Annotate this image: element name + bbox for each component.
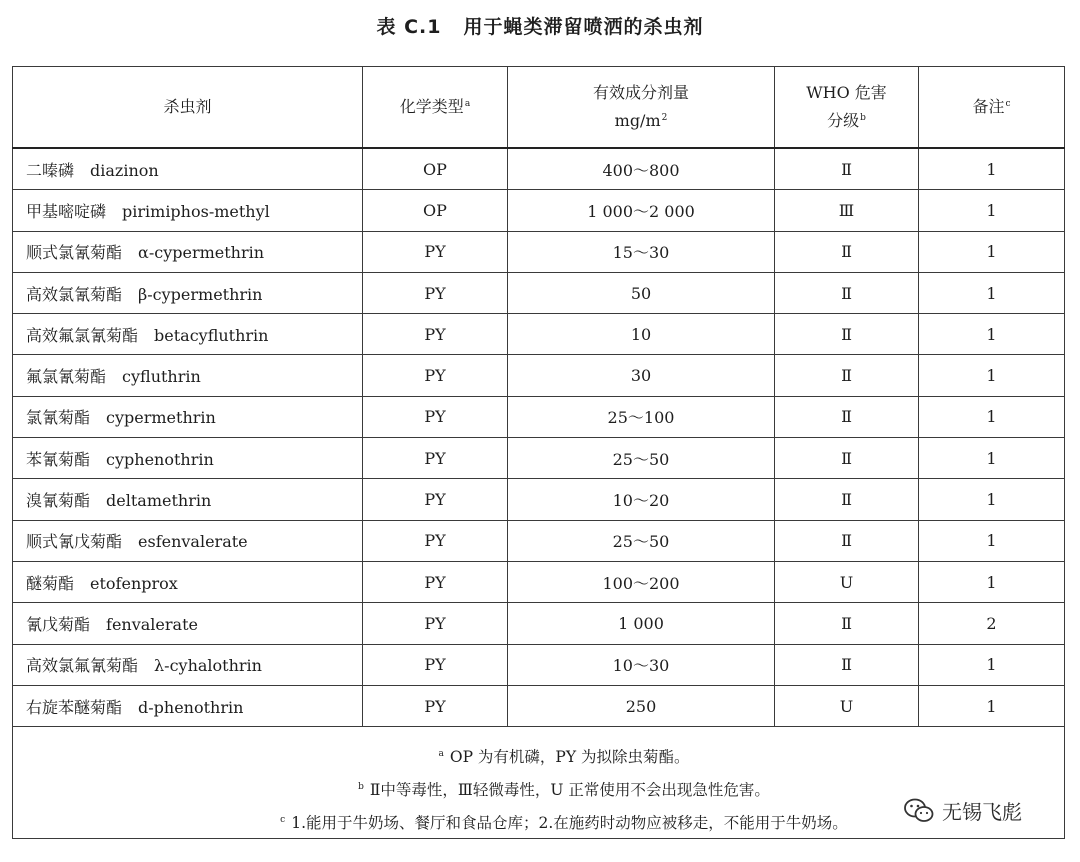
cell-insecticide (13, 190, 363, 231)
header-dose (508, 67, 775, 149)
table-row (13, 396, 1065, 437)
header-row (13, 67, 1065, 149)
insecticide-name-en: esfenvalerate (138, 532, 248, 552)
watermark-text: 无锡飞彪 (942, 800, 1022, 824)
cell-remark: 1 (919, 148, 1065, 190)
cell-chem-type: PY (363, 355, 508, 396)
footnote-mark: a (438, 749, 444, 760)
cell-remark: 1 (919, 561, 1065, 602)
footnote-mark: b (860, 113, 866, 123)
table-row (13, 561, 1065, 602)
cell-chem-type: PY (363, 272, 508, 313)
cell-chem-type: PY (363, 479, 508, 520)
cell-dose: 10 (508, 314, 775, 355)
footnote-text: Ⅱ中等毒性，Ⅲ轻微毒性，U 正常使用不会出现急性危害。 (369, 781, 770, 800)
table-row (13, 272, 1065, 313)
table-title (0, 12, 1080, 39)
table-row (13, 148, 1065, 190)
cell-dose: 1 000 (508, 603, 775, 644)
table-row (13, 314, 1065, 355)
insecticide-name-en: betacyfluthrin (154, 325, 269, 345)
cell-chem-type: PY (363, 603, 508, 644)
insecticide-name-cn: 溴氰菊酯 (26, 491, 91, 511)
cell-remark: 1 (919, 438, 1065, 479)
table-number: 表 C.1 (376, 16, 442, 38)
header-who-label-2: 分级 (827, 111, 860, 130)
cell-remark: 1 (919, 396, 1065, 437)
cell-who-class: Ⅱ (775, 438, 919, 479)
cell-chem-type: PY (363, 314, 508, 355)
footnote-text: OP 为有机磷，PY 为拟除虫菊酯。 (449, 748, 690, 767)
insecticide-name-en: cyphenothrin (106, 449, 214, 469)
header-insecticide (13, 67, 363, 149)
insecticide-name-en: etofenprox (90, 573, 178, 593)
cell-dose: 400～800 (508, 148, 775, 190)
cell-who-class: Ⅱ (775, 520, 919, 561)
insecticide-name-cn: 高效氟氯氰菊酯 (26, 325, 139, 345)
cell-chem-type: PY (363, 561, 508, 602)
cell-remark: 1 (919, 231, 1065, 272)
cell-dose: 100～200 (508, 561, 775, 602)
cell-dose: 30 (508, 355, 775, 396)
insecticide-table (12, 66, 1065, 839)
insecticide-name-en: diazinon (90, 160, 159, 180)
cell-chem-type: PY (363, 685, 508, 726)
cell-chem-type: PY (363, 644, 508, 685)
cell-who-class: Ⅱ (775, 644, 919, 685)
insecticide-name-cn: 顺式氰戊菊酯 (26, 532, 123, 552)
cell-insecticide (13, 479, 363, 520)
cell-insecticide (13, 520, 363, 561)
cell-who-class: U (775, 685, 919, 726)
unit-exponent: 2 (661, 113, 668, 123)
cell-insecticide (13, 561, 363, 602)
insecticide-name-en: fenvalerate (106, 614, 198, 634)
cell-remark: 1 (919, 272, 1065, 313)
table-caption: 用于蝇类滞留喷洒的杀虫剂 (463, 16, 704, 38)
header-chem-type-label: 化学类型 (399, 97, 464, 116)
insecticide-name-cn: 氰戊菊酯 (26, 614, 91, 634)
cell-chem-type: PY (363, 231, 508, 272)
footnote-mark: b (358, 782, 364, 793)
table-row (13, 355, 1065, 396)
cell-chem-type: PY (363, 520, 508, 561)
header-chem-type (363, 67, 508, 149)
cell-chem-type: OP (363, 148, 508, 190)
insecticide-name-cn: 右旋苯醚菊酯 (26, 697, 123, 717)
insecticide-name-cn: 甲基嘧啶磷 (26, 201, 107, 221)
cell-insecticide (13, 438, 363, 479)
insecticide-name-cn: 顺式氯氰菊酯 (26, 243, 123, 263)
cell-insecticide (13, 396, 363, 437)
cell-insecticide (13, 231, 363, 272)
cell-chem-type: PY (363, 396, 508, 437)
cell-remark: 1 (919, 190, 1065, 231)
cell-chem-type: PY (363, 438, 508, 479)
insecticide-name-en: α-cypermethrin (138, 243, 265, 263)
cell-insecticide (13, 644, 363, 685)
insecticide-name-en: d-phenothrin (138, 697, 244, 717)
cell-dose: 50 (508, 272, 775, 313)
cell-remark: 2 (919, 603, 1065, 644)
table-row (13, 231, 1065, 272)
insecticide-name-cn: 醚菊酯 (26, 573, 75, 593)
footnote-text: 1.能用于牛奶场、餐厅和食品仓库；2.在施药时动物应被移走，不能用于牛奶场。 (291, 814, 848, 833)
insecticide-name-cn: 二嗪磷 (26, 160, 75, 180)
header-dose-label: 有效成分剂量 (592, 83, 689, 102)
insecticide-name-en: cyfluthrin (122, 367, 201, 387)
cell-who-class: Ⅲ (775, 190, 919, 231)
insecticide-name-en: pirimiphos-methyl (122, 201, 270, 221)
cell-insecticide (13, 148, 363, 190)
cell-dose: 10～20 (508, 479, 775, 520)
watermark (904, 796, 1022, 825)
cell-who-class: Ⅱ (775, 231, 919, 272)
cell-insecticide (13, 603, 363, 644)
wechat-icon (904, 798, 934, 824)
cell-dose: 25～100 (508, 396, 775, 437)
cell-who-class: Ⅱ (775, 148, 919, 190)
insecticide-name-cn: 高效氯氰菊酯 (26, 284, 123, 304)
cell-dose: 25～50 (508, 520, 775, 561)
cell-who-class: Ⅱ (775, 355, 919, 396)
cell-remark: 1 (919, 520, 1065, 561)
header-who (775, 67, 919, 149)
insecticide-name-cn: 氯氰菊酯 (26, 408, 91, 428)
cell-dose: 15～30 (508, 231, 775, 272)
cell-who-class: Ⅱ (775, 603, 919, 644)
table-row (13, 644, 1065, 685)
insecticide-name-cn: 苯氰菊酯 (26, 449, 91, 469)
cell-dose: 250 (508, 685, 775, 726)
header-remarks-label: 备注 (972, 97, 1005, 116)
header-insecticide-label: 杀虫剂 (163, 97, 212, 116)
insecticide-name-cn: 高效氯氟氰菊酯 (26, 656, 139, 676)
cell-who-class: Ⅱ (775, 272, 919, 313)
footnote-mark: a (464, 99, 471, 109)
insecticide-name-en: λ-cyhalothrin (154, 656, 262, 676)
header-who-label: WHO 危害 (806, 83, 887, 102)
cell-remark: 1 (919, 479, 1065, 520)
cell-remark: 1 (919, 685, 1065, 726)
insecticide-name-en: deltamethrin (106, 491, 212, 511)
cell-chem-type: OP (363, 190, 508, 231)
table-row (13, 603, 1065, 644)
cell-who-class: U (775, 561, 919, 602)
table-row (13, 479, 1065, 520)
cell-dose: 25～50 (508, 438, 775, 479)
table-row (13, 685, 1065, 726)
table-row (13, 190, 1065, 231)
table-row (13, 520, 1065, 561)
cell-dose: 10～30 (508, 644, 775, 685)
footnote-mark: c (1005, 99, 1011, 109)
footnote (63, 739, 1064, 772)
cell-who-class: Ⅱ (775, 479, 919, 520)
insecticide-name-cn: 氟氯氰菊酯 (26, 367, 107, 387)
cell-remark: 1 (919, 314, 1065, 355)
header-dose-unit: mg/m (614, 111, 661, 130)
insecticide-name-en: cypermethrin (106, 408, 216, 428)
footnote-mark: c (280, 815, 286, 826)
cell-remark: 1 (919, 644, 1065, 685)
cell-remark: 1 (919, 355, 1065, 396)
cell-insecticide (13, 355, 363, 396)
cell-who-class: Ⅱ (775, 314, 919, 355)
cell-insecticide (13, 685, 363, 726)
cell-insecticide (13, 272, 363, 313)
cell-insecticide (13, 314, 363, 355)
table-row (13, 438, 1065, 479)
cell-who-class: Ⅱ (775, 396, 919, 437)
insecticide-name-en: β-cypermethrin (138, 284, 263, 304)
header-remarks (919, 67, 1065, 149)
cell-dose: 1 000～2 000 (508, 190, 775, 231)
